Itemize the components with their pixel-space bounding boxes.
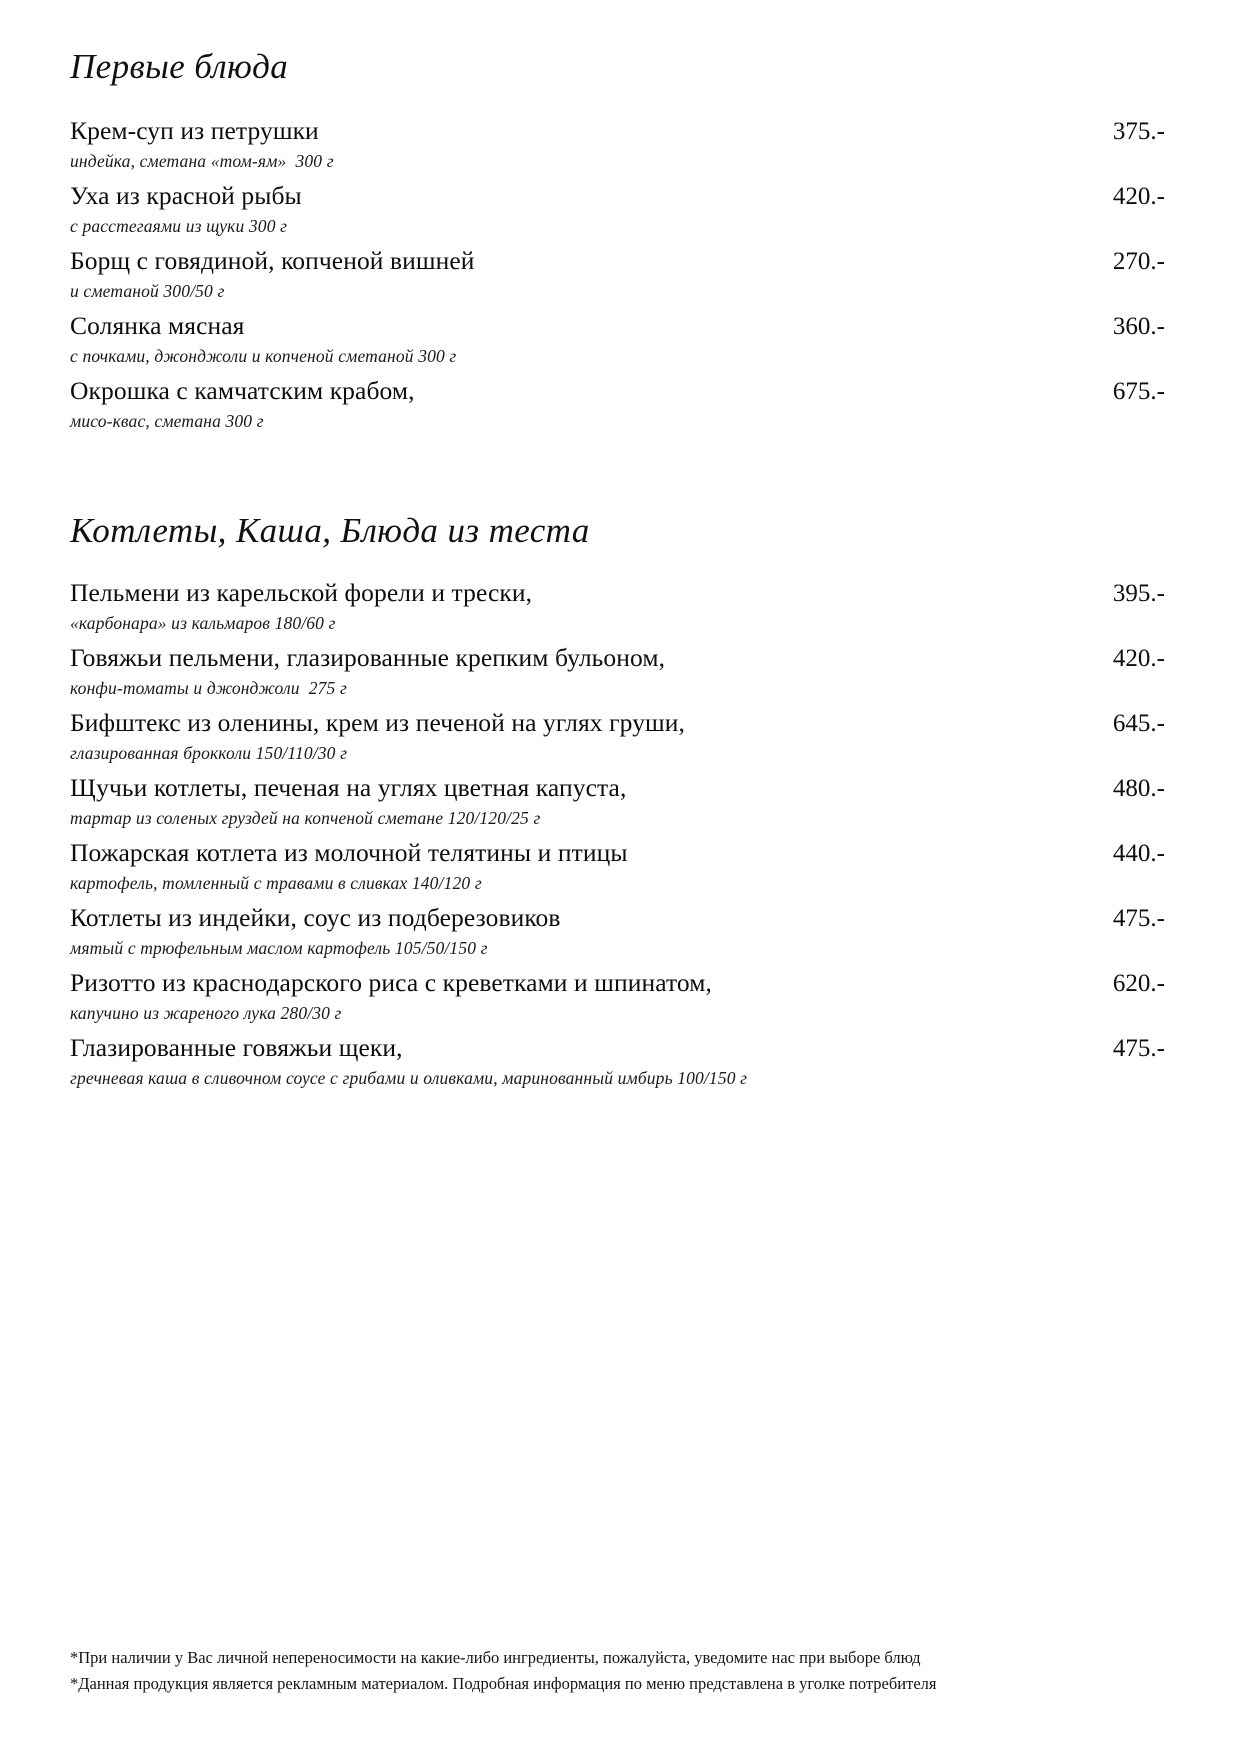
menu-item-description: с почками, джонджоли и копченой сметаной 300 г: [70, 345, 457, 366]
section-items-first-courses: [70, 116, 1165, 441]
menu-item-header: [70, 181, 1165, 212]
menu-item-price: 475.-: [1112, 1035, 1165, 1062]
menu-item-description: с расстегаями из щуки 300 г: [70, 215, 288, 236]
menu-item-name: Котлеты из индейки, соус из подберезовиков: [70, 903, 561, 932]
menu-item: [70, 578, 1165, 643]
menu-item-description: «карбонара» из кальмаров 180/60 г: [70, 612, 336, 633]
menu-item-price: 420.-: [1112, 645, 1165, 672]
menu-item-price: 675.-: [1112, 378, 1165, 405]
menu-item-description: гречневая каша в сливочном соусе с грибами и оливками, маринованный имбирь 100/150 г: [70, 1067, 748, 1088]
menu-item-name: Уха из красной рыбы: [70, 181, 302, 210]
menu-item-description: капучино из жареного лука 280/30 г: [70, 1002, 342, 1023]
menu-item-description: картофель, томленный с травами в сливках 140/120 г: [70, 872, 482, 893]
menu-item: [70, 311, 1165, 376]
menu-item-description: конфи-томаты и джонджоли 275 г: [70, 677, 347, 698]
menu-item-header: [70, 311, 1165, 342]
menu-item-price: 375.-: [1112, 118, 1165, 145]
menu-item-description: глазированная брокколи 150/110/30 г: [70, 742, 348, 763]
menu-item-header: [70, 246, 1165, 277]
menu-item: [70, 643, 1165, 708]
section-title-first-courses: Первые блюда: [70, 47, 289, 86]
menu-item-price: 395.-: [1112, 580, 1165, 607]
menu-item-name: Борщ с говядиной, копченой вишней: [70, 246, 475, 275]
menu-item: [70, 708, 1165, 773]
menu-item-name: Окрошка с камчатским крабом,: [70, 376, 415, 405]
menu-item-price: 645.-: [1112, 710, 1165, 737]
menu-item: [70, 181, 1165, 246]
menu-item-name: Солянка мясная: [70, 311, 245, 340]
section-items-cutlets-porridge-dough: [70, 578, 1165, 1098]
menu-item-name: Щучьи котлеты, печеная на углях цветная капуста,: [70, 773, 627, 802]
menu-item-price: 620.-: [1112, 970, 1165, 997]
menu-item: [70, 116, 1165, 181]
footer-line-promo-notice: *Данная продукция является рекламным материалом. Подробная информация по меню представлена в уголке потребителя: [70, 1673, 937, 1693]
menu-item-header: [70, 578, 1165, 609]
menu-item-name: Ризотто из краснодарского риса с креветками и шпинатом,: [70, 968, 712, 997]
menu-item-name: Крем-суп из петрушки: [70, 116, 319, 145]
menu-item-header: [70, 838, 1165, 869]
menu-item-description: мятый с трюфельным маслом картофель 105/50/150 г: [70, 937, 488, 958]
menu-item-description: индейка, сметана «том-ям» 300 г: [70, 150, 334, 171]
menu-item-description: мисо-квас, сметана 300 г: [70, 410, 264, 431]
menu-item-header: [70, 116, 1165, 147]
menu-item: [70, 1033, 1165, 1098]
menu-item: [70, 968, 1165, 1033]
menu-item-price: 475.-: [1112, 905, 1165, 932]
menu-item-name: Пожарская котлета из молочной телятины и птицы: [70, 838, 628, 867]
menu-item-header: [70, 643, 1165, 674]
footer-disclaimer: [70, 1645, 1170, 1696]
menu-item: [70, 838, 1165, 903]
menu-item: [70, 246, 1165, 311]
menu-item-price: 270.-: [1112, 248, 1165, 275]
menu-item-header: [70, 1033, 1165, 1064]
menu-item-header: [70, 903, 1165, 934]
menu-item-header: [70, 773, 1165, 804]
menu-item-description: тартар из соленых груздей на копченой сметане 120/120/25 г: [70, 807, 541, 828]
section-title-cutlets-porridge-dough: Котлеты, Каша, Блюда из теста: [70, 511, 590, 550]
menu-item: [70, 903, 1165, 968]
menu-item-price: 420.-: [1112, 183, 1165, 210]
menu-item-name: Глазированные говяжьи щеки,: [70, 1033, 403, 1062]
menu-item-header: [70, 708, 1165, 739]
menu-item-header: [70, 376, 1165, 407]
menu-item-name: Пельмени из карельской форели и трески,: [70, 578, 533, 607]
menu-item-price: 480.-: [1112, 775, 1165, 802]
menu-item-name: Бифштекс из оленины, крем из печеной на углях груши,: [70, 708, 685, 737]
menu-item-header: [70, 968, 1165, 999]
footer-line-allergy-notice: *При наличии у Вас личной непереносимости на какие-либо ингредиенты, пожалуйста, уведомите нас при выборе блюд: [70, 1648, 921, 1667]
menu-item-price: 440.-: [1112, 840, 1165, 867]
menu-item-name: Говяжьи пельмени, глазированные крепким бульоном,: [70, 643, 666, 672]
menu-item-price: 360.-: [1112, 313, 1165, 340]
menu-item: [70, 376, 1165, 441]
menu-item: [70, 773, 1165, 838]
menu-item-description: и сметаной 300/50 г: [70, 280, 225, 301]
